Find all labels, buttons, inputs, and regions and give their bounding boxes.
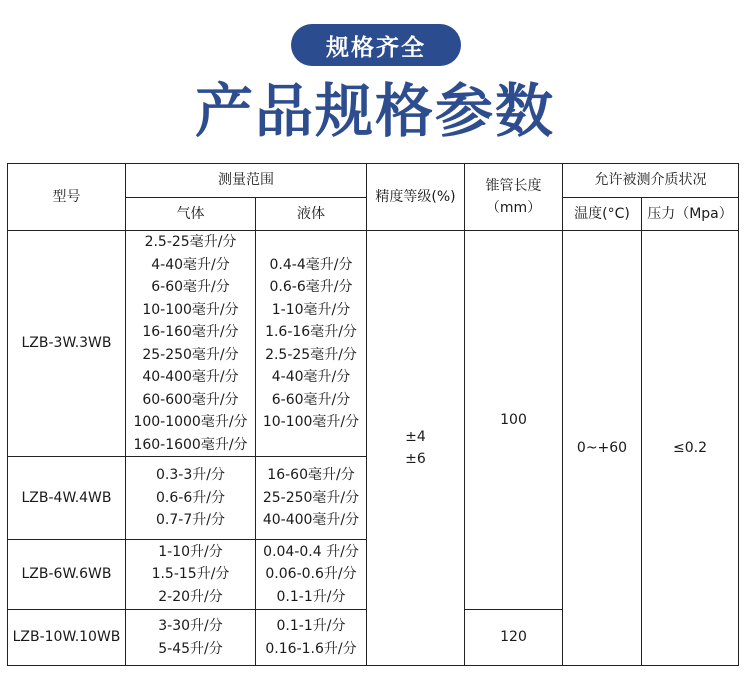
liquid-range-cell <box>256 457 367 540</box>
gas-range-cell <box>126 610 256 666</box>
range-line: 25-250毫升/分 <box>142 346 239 363</box>
range-line: 60-600毫升/分 <box>142 391 239 408</box>
section-badge: 规格齐全 <box>291 24 461 66</box>
page-title: 产品规格参数 <box>194 77 555 145</box>
header-tube-length <box>465 164 563 231</box>
model-cell: LZB-4W.4WB <box>8 457 126 540</box>
range-line: 40-400毫升/分 <box>142 369 239 385</box>
model-cell: LZB-10W.10WB <box>8 610 126 666</box>
range-line: 16-60毫升/分 <box>267 467 355 484</box>
pressure-cell: ≤0.2 <box>642 231 739 666</box>
range-line: 5-45升/分 <box>158 640 223 657</box>
range-line: ±6 <box>405 451 426 467</box>
range-line: 160-1600毫升/分 <box>133 436 248 453</box>
range-line: 10-100毫升/分 <box>262 414 360 430</box>
header-model: 型号 <box>8 164 126 231</box>
header-row-1 <box>8 164 739 198</box>
range-line: 0.16-1.6升/分 <box>265 640 357 657</box>
range-line: 16-160毫升/分 <box>142 324 239 340</box>
range-line: 10-100毫升/分 <box>142 301 239 318</box>
range-line: 0.1-1升/分 <box>276 618 346 634</box>
range-line: 0.7-7升/分 <box>156 512 225 529</box>
range-line: 0.3-3升/分 <box>156 467 225 484</box>
range-line: 4-40毫升/分 <box>151 256 230 273</box>
header-liquid: 液体 <box>256 198 367 231</box>
liquid-range-cell <box>256 540 367 610</box>
range-line: ±4 <box>405 428 426 445</box>
tube-length-cell: 120 <box>465 610 563 666</box>
table-row <box>8 231 739 457</box>
gas-range-cell <box>126 231 256 457</box>
header-medium: 允许被测介质状况 <box>563 164 739 198</box>
temperature-cell: 0~+60 <box>563 231 642 666</box>
range-line: 0.04-0.4 升/分 <box>263 543 359 560</box>
range-line: 25-250毫升/分 <box>262 489 360 506</box>
range-line: 6-60毫升/分 <box>271 391 351 408</box>
range-line: 1-10毫升/分 <box>271 301 351 318</box>
range-line: 100-1000毫升/分 <box>133 414 248 430</box>
liquid-range-cell <box>256 610 367 666</box>
accuracy-cell <box>367 231 465 666</box>
header-accuracy: 精度等级(%) <box>367 164 465 231</box>
range-line: 6-60毫升/分 <box>151 279 230 295</box>
header-tube-length-line1: 锥管长度 <box>485 177 542 194</box>
range-line: 0.1-1升/分 <box>276 588 346 605</box>
liquid-range-cell <box>256 231 367 457</box>
range-line: 1-10升/分 <box>158 543 223 560</box>
model-cell: LZB-6W.6WB <box>8 540 126 610</box>
spec-table <box>7 163 739 666</box>
header-temp: 温度(°C) <box>563 198 642 231</box>
header-gas: 气体 <box>126 198 256 231</box>
model-cell: LZB-3W.3WB <box>8 231 126 457</box>
header-pressure: 压力（Mpa） <box>642 198 739 231</box>
gas-range-cell <box>126 457 256 540</box>
range-line: 0.06-0.6升/分 <box>265 566 357 583</box>
range-line: 0.6-6升/分 <box>156 489 225 506</box>
tube-length-cell: 100 <box>465 231 563 610</box>
range-line: 3-30升/分 <box>158 618 223 634</box>
range-line: 2.5-25毫升/分 <box>144 234 237 250</box>
range-line: 4-40毫升/分 <box>271 369 351 385</box>
header-tube-length-line2: （mm） <box>485 200 542 216</box>
range-line: 0.4-4毫升/分 <box>269 256 353 273</box>
range-line: 1.5-15升/分 <box>151 566 230 583</box>
header-range: 测量范围 <box>126 164 367 198</box>
gas-range-cell <box>126 540 256 610</box>
range-line: 2-20升/分 <box>158 588 223 605</box>
range-line: 2.5-25毫升/分 <box>265 346 357 363</box>
range-line: 40-400毫升/分 <box>262 512 360 529</box>
range-line: 0.6-6毫升/分 <box>269 279 353 295</box>
range-line: 1.6-16毫升/分 <box>265 324 357 340</box>
